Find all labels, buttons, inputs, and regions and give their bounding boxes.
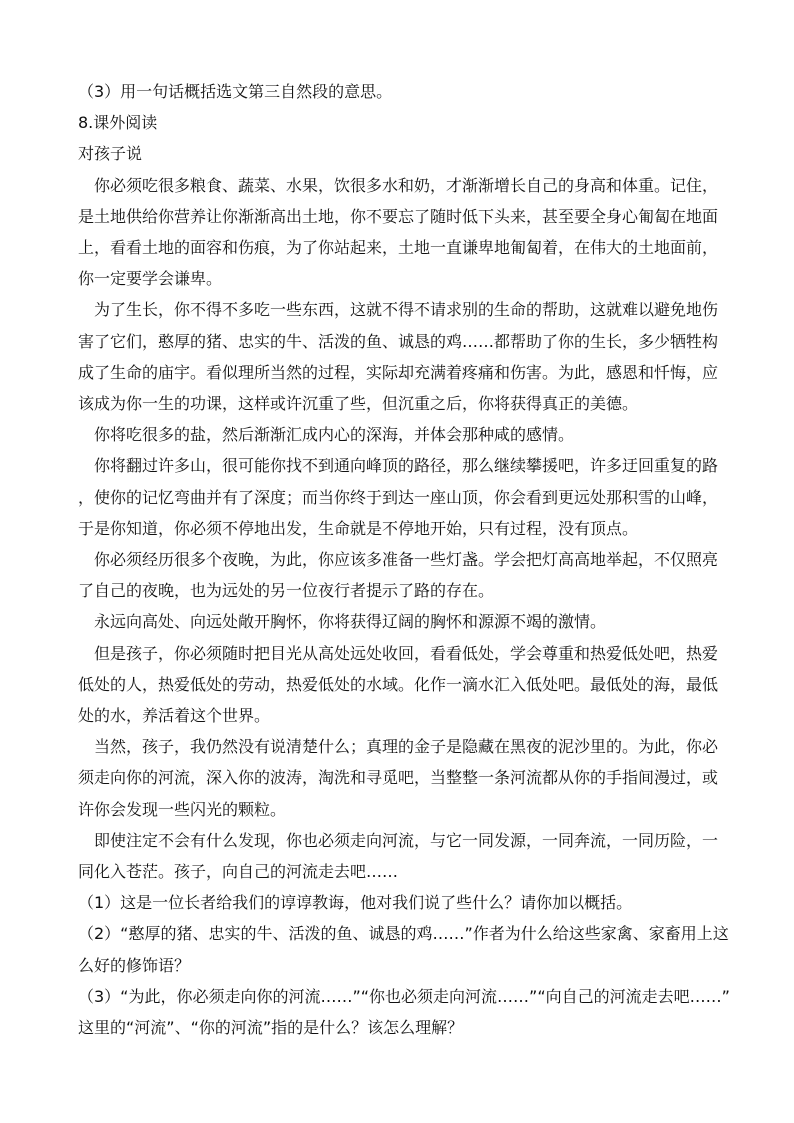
paragraph-line: 处的水，养活着这个世界。 <box>78 706 271 726</box>
top-question: （3）用一句话概括选文第三自然段的意思。 <box>78 82 393 101</box>
document-page <box>78 76 730 1043</box>
paragraph-line: 许你会发现一些闪光的颗粒。 <box>78 799 287 819</box>
paragraph-line: 上，看看土地的面容和伤痕，为了你站起来，土地一直谦卑地匍匐着，在伟大的土地面前， <box>78 238 719 258</box>
question <box>78 918 729 980</box>
paragraph <box>78 294 726 419</box>
paragraph <box>78 731 726 825</box>
paragraph-line: 你必须吃很多粮食、蔬菜、水果，饮很多水和奶，才渐渐增长自己的身高和体重。记住， <box>94 175 719 195</box>
paragraph-line: 须走向你的河流，深入你的波涛，淘洗和寻觅吧，当整整一条河流都从你的手指间漫过，或 <box>78 768 719 788</box>
section-heading: 8.课外阅读 <box>78 113 158 133</box>
paragraph-line: 于是你知道，你必须不停地出发，生命就是不停地开始，只有过程，没有顶点。 <box>78 518 639 538</box>
paragraph-line: 了自己的夜晚，也为远处的另一位夜行者提示了路的存在。 <box>78 581 495 601</box>
paragraph-line: 成了生命的庙宇。看似理所当然的过程，实际却充满着疼痛和伤害。为此，感恩和忏悔，应 <box>78 362 719 382</box>
paragraph <box>78 170 726 295</box>
paragraph-line: 但是孩子，你必须随时把目光从高处远处收回，看看低处，学会尊重和热爱低处吧，热爱 <box>94 643 719 663</box>
paragraph-line: 你将吃很多的盐，然后渐渐汇成内心的深海，并体会那种咸的感情。 <box>94 425 575 445</box>
paragraph <box>78 419 726 450</box>
paragraph-line: 低处的人，热爱低处的劳动，热爱低处的水域。化作一滴水汇入低处吧。最低处的海，最低 <box>78 674 719 694</box>
article-title: 对孩子说 <box>78 144 143 164</box>
question-line: 么好的修饰语？ <box>78 955 191 975</box>
paragraph-line: 你一定要学会谦卑。 <box>78 269 223 289</box>
paragraph-line: 当然，孩子，我仍然没有说清楚什么；真理的金子是隐藏在黑夜的泥沙里的。为此，你必 <box>94 737 719 757</box>
question-line: 这里的“河流”、“你的河流”指的是什么？该怎么理解？ <box>78 1018 464 1038</box>
paragraph-line: 即使注定不会有什么发现，你也必须走向河流，与它一同发源，一同奔流，一同历险，一 <box>94 830 719 850</box>
question-line: （1）这是一位长者给我们的谆谆教诲，他对我们说了些什么？请你加以概括。 <box>78 893 633 913</box>
paragraph-line: 你必须经历很多个夜晚，为此，你应该多准备一些灯盏。学会把灯高高地举起，不仅照亮 <box>94 550 719 570</box>
article-body <box>78 170 726 888</box>
paragraph-line: 永远向高处、向远处敞开胸怀，你将获得辽阔的胸怀和源源不竭的激情。 <box>94 612 607 632</box>
paragraph-line: 该成为你一生的功课，这样或许沉重了些，但沉重之后，你将获得真正的美德。 <box>78 394 639 414</box>
question <box>78 887 726 918</box>
paragraph <box>78 638 726 732</box>
paragraph-line: 害了它们，憨厚的猪、忠实的牛、活泼的鱼、诚恳的鸡……都帮助了你的生长，多少牺牲构 <box>78 331 719 351</box>
question-line: （3）“为此，你必须走向你的河流……”“你也必须走向河流……”“向自己的河流走去吧……” <box>78 986 730 1006</box>
paragraph <box>78 606 726 637</box>
paragraph-line: 是土地供给你营养让你渐渐高出土地，你不要忘了随时低下头来，甚至要全身心匍匐在地面 <box>78 206 719 226</box>
question <box>78 981 730 1043</box>
paragraph-line: 你将翻过许多山，很可能你找不到通向峰顶的路径，那么继续攀援吧，许多迂回重复的路 <box>94 456 719 476</box>
paragraph <box>78 544 726 606</box>
question-line: （2）“憨厚的猪、忠实的牛、活泼的鱼、诚恳的鸡……”作者为什么给这些家禽、家畜用上这 <box>78 924 729 944</box>
paragraph <box>78 825 726 887</box>
paragraph-line: 为了生长，你不得不多吃一些东西，这就不得不请求别的生命的帮助，这就难以避免地伤 <box>94 300 719 320</box>
paragraph-line: 同化入苍茫。孩子，向自己的河流走去吧…… <box>78 862 399 882</box>
paragraph-line: ，使你的记忆弯曲并有了深度；而当你终于到达一座山顶，你会看到更远处那积雪的山峰， <box>78 487 719 507</box>
paragraph <box>78 450 726 544</box>
question-list <box>78 887 730 1043</box>
